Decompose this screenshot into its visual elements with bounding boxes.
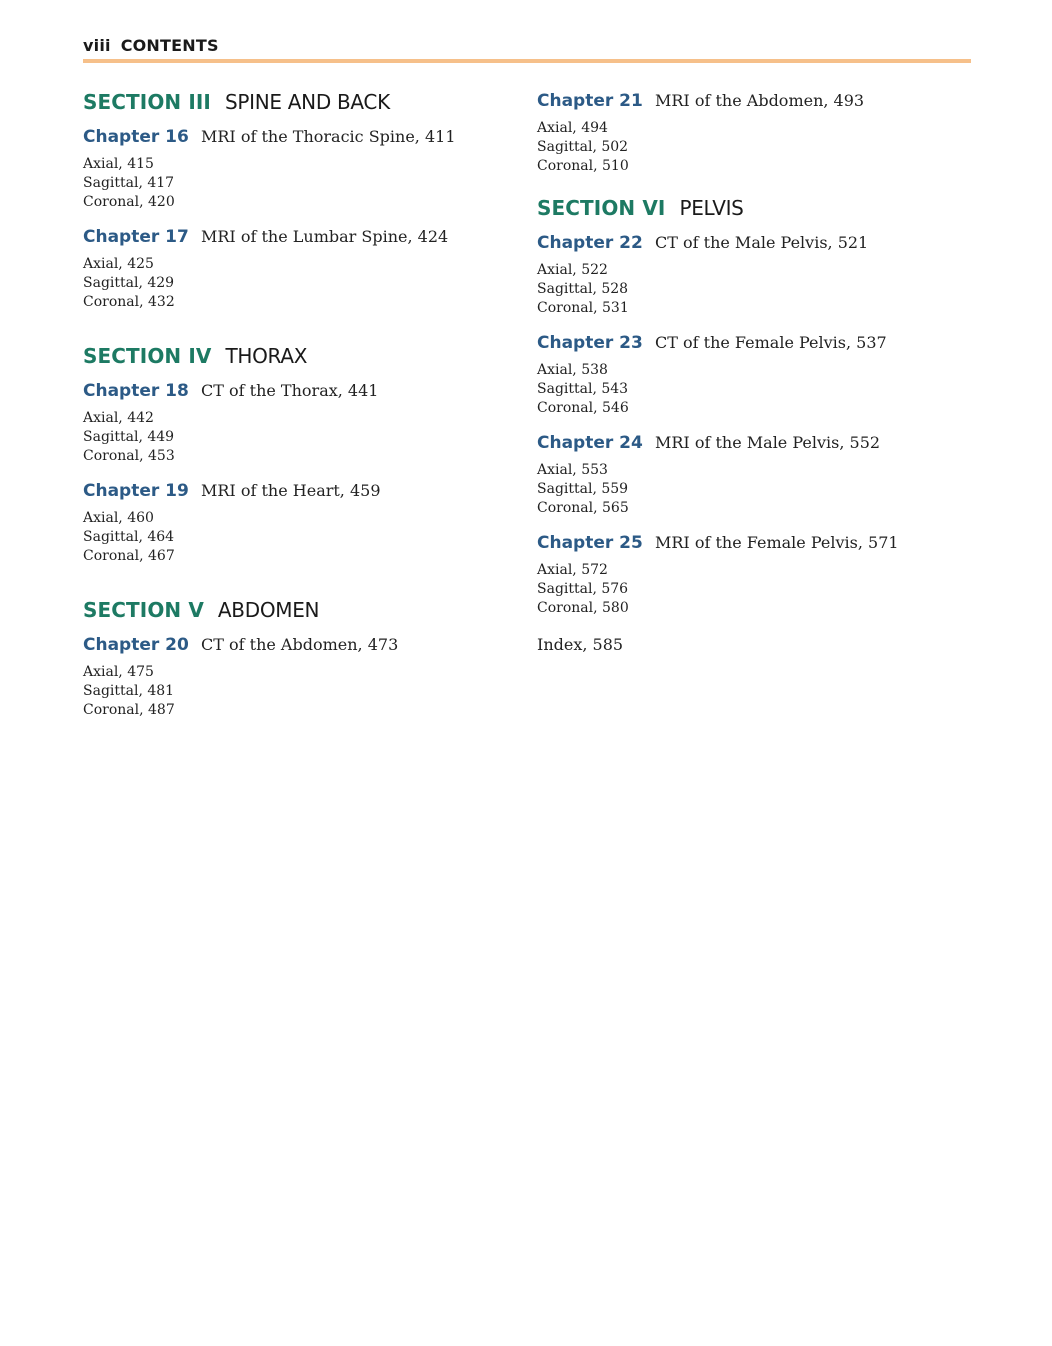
view-entry: Axial, 415 bbox=[83, 156, 154, 172]
section-title: ABDOMEN bbox=[217, 598, 320, 622]
section-title: SPINE AND BACK bbox=[224, 90, 390, 114]
chapter-label: Chapter 17 bbox=[83, 227, 189, 247]
section-block bbox=[83, 88, 503, 312]
index-entry[interactable]: Index, 585 bbox=[537, 635, 624, 654]
view-entry: Sagittal, 528 bbox=[537, 281, 629, 297]
section-number: SECTION VI bbox=[537, 196, 666, 220]
section-number: SECTION V bbox=[83, 598, 204, 622]
section-block bbox=[83, 342, 503, 566]
running-head-title: CONTENTS bbox=[120, 36, 219, 55]
chapter-title: CT of the Abdomen, 473 bbox=[201, 635, 399, 654]
view-entry: Coronal, 531 bbox=[537, 300, 629, 316]
view-entry: Coronal, 510 bbox=[537, 158, 629, 174]
chapter-label: Chapter 23 bbox=[537, 333, 643, 353]
chapter-label: Chapter 18 bbox=[83, 381, 189, 401]
chapter-title: MRI of the Thoracic Spine, 411 bbox=[201, 127, 456, 146]
view-list bbox=[537, 119, 957, 176]
view-entry: Axial, 475 bbox=[83, 664, 154, 680]
chapter-title: MRI of the Abdomen, 493 bbox=[655, 91, 865, 110]
view-entry: Sagittal, 543 bbox=[537, 381, 629, 397]
chapter-title: MRI of the Male Pelvis, 552 bbox=[655, 433, 881, 452]
right-column bbox=[537, 88, 957, 656]
view-entry: Coronal, 487 bbox=[83, 702, 175, 718]
view-list bbox=[83, 155, 503, 212]
view-entry: Sagittal, 502 bbox=[537, 139, 629, 155]
chapter-entry[interactable] bbox=[83, 224, 503, 312]
chapter-entry[interactable] bbox=[537, 230, 957, 318]
chapter-label: Chapter 25 bbox=[537, 533, 643, 553]
chapter-title: CT of the Male Pelvis, 521 bbox=[655, 233, 869, 252]
section-heading bbox=[83, 596, 503, 624]
section-heading bbox=[537, 194, 957, 222]
view-list bbox=[83, 409, 503, 466]
view-list bbox=[83, 255, 503, 312]
running-head bbox=[83, 36, 219, 55]
chapter-entry[interactable] bbox=[537, 430, 957, 518]
view-list bbox=[83, 663, 503, 720]
chapter-title: MRI of the Lumbar Spine, 424 bbox=[201, 227, 449, 246]
view-list bbox=[83, 509, 503, 566]
left-column bbox=[83, 88, 503, 732]
section-heading bbox=[83, 88, 503, 116]
header-rule bbox=[83, 59, 971, 63]
section-title: PELVIS bbox=[679, 196, 744, 220]
chapter-entry[interactable] bbox=[537, 330, 957, 418]
section-block bbox=[537, 194, 957, 618]
chapter-title: MRI of the Female Pelvis, 571 bbox=[655, 533, 899, 552]
view-entry: Axial, 425 bbox=[83, 256, 154, 272]
chapter-entry[interactable] bbox=[83, 478, 503, 566]
section-block bbox=[83, 596, 503, 720]
chapter-entry[interactable] bbox=[83, 378, 503, 466]
section-heading bbox=[83, 342, 503, 370]
view-entry: Sagittal, 559 bbox=[537, 481, 629, 497]
view-entry: Axial, 460 bbox=[83, 510, 154, 526]
view-list bbox=[537, 461, 957, 518]
chapter-label: Chapter 20 bbox=[83, 635, 189, 655]
view-entry: Sagittal, 464 bbox=[83, 529, 175, 545]
view-entry: Axial, 494 bbox=[537, 120, 608, 136]
chapter-label: Chapter 22 bbox=[537, 233, 643, 253]
chapter-label: Chapter 24 bbox=[537, 433, 643, 453]
chapter-entry[interactable] bbox=[537, 530, 957, 618]
view-entry: Axial, 572 bbox=[537, 562, 608, 578]
view-entry: Coronal, 580 bbox=[537, 600, 629, 616]
chapter-label: Chapter 16 bbox=[83, 127, 189, 147]
view-entry: Sagittal, 417 bbox=[83, 175, 175, 191]
section-title: THORAX bbox=[225, 344, 308, 368]
view-entry: Coronal, 420 bbox=[83, 194, 175, 210]
chapter-entry[interactable] bbox=[537, 88, 957, 176]
view-entry: Axial, 538 bbox=[537, 362, 608, 378]
chapter-title: CT of the Thorax, 441 bbox=[201, 381, 379, 400]
section-number: SECTION III bbox=[83, 90, 211, 114]
view-entry: Coronal, 453 bbox=[83, 448, 175, 464]
view-list bbox=[537, 561, 957, 618]
view-entry: Sagittal, 449 bbox=[83, 429, 175, 445]
view-entry: Axial, 553 bbox=[537, 462, 608, 478]
chapter-entry[interactable] bbox=[83, 124, 503, 212]
view-entry: Coronal, 467 bbox=[83, 548, 175, 564]
view-list bbox=[537, 261, 957, 318]
section-number: SECTION IV bbox=[83, 344, 212, 368]
page-number: viii bbox=[83, 36, 111, 55]
view-entry: Sagittal, 429 bbox=[83, 275, 175, 291]
chapter-label: Chapter 19 bbox=[83, 481, 189, 501]
view-entry: Sagittal, 576 bbox=[537, 581, 629, 597]
view-entry: Coronal, 432 bbox=[83, 294, 175, 310]
chapter-title: MRI of the Heart, 459 bbox=[201, 481, 381, 500]
view-list bbox=[537, 361, 957, 418]
view-entry: Coronal, 546 bbox=[537, 400, 629, 416]
view-entry: Axial, 522 bbox=[537, 262, 608, 278]
view-entry: Coronal, 565 bbox=[537, 500, 629, 516]
view-entry: Sagittal, 481 bbox=[83, 683, 175, 699]
chapter-label: Chapter 21 bbox=[537, 91, 643, 111]
chapter-title: CT of the Female Pelvis, 537 bbox=[655, 333, 887, 352]
chapter-entry[interactable] bbox=[83, 632, 503, 720]
view-entry: Axial, 442 bbox=[83, 410, 154, 426]
